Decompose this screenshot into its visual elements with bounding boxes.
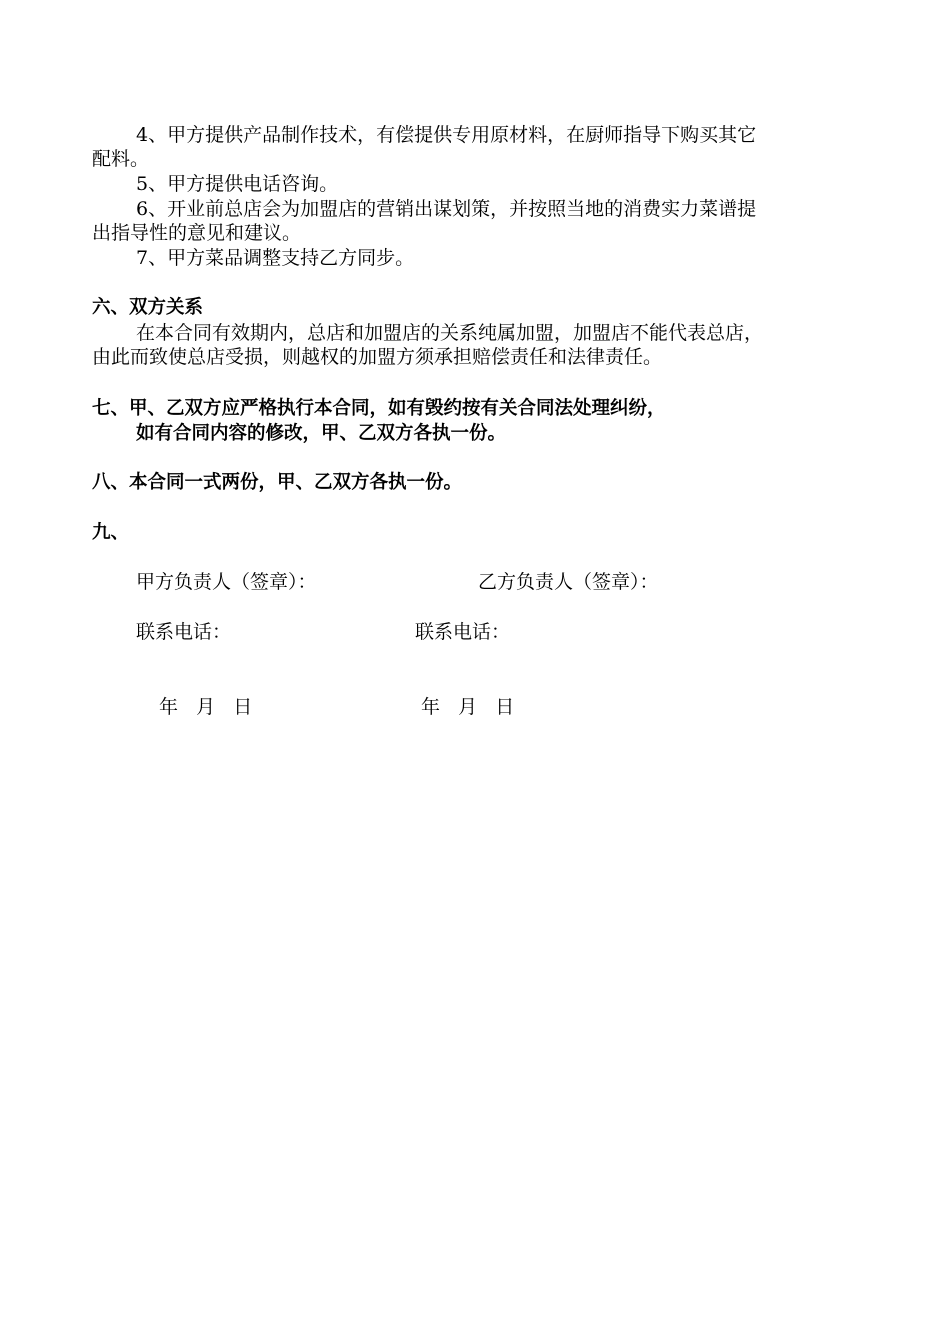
item-6-line-2: 出指导性的意见和建议。 xyxy=(92,222,302,244)
section-8-line-1: 八、本合同一式两份，甲、乙双方各执一份。 xyxy=(92,472,463,493)
section-6-heading: 六、双方关系 xyxy=(92,297,204,318)
section-7-line-1: 七、甲、乙双方应严格执行本合同，如有毁约按有关合同法处理纠纷， xyxy=(92,398,666,419)
item-4-line-2: 配料。 xyxy=(92,148,150,170)
party-b-date: 年 月 日 xyxy=(421,696,515,718)
item-7: 7、甲方菜品调整支持乙方同步。 xyxy=(136,247,415,269)
section-9-heading: 九、 xyxy=(92,522,130,543)
party-b-signer-label: 乙方负责人（签章）： xyxy=(478,571,659,593)
section-7-line-2: 如有合同内容的修改，甲、乙双方各执一份。 xyxy=(136,423,507,444)
party-a-phone-label: 联系电话： xyxy=(136,621,232,643)
party-b-phone-label: 联系电话： xyxy=(415,621,511,643)
item-4-line-1: 4、甲方提供产品制作技术，有偿提供专用原材料，在厨师指导下购买其它 xyxy=(136,124,757,146)
party-a-date: 年 月 日 xyxy=(159,696,253,718)
party-a-signer-label: 甲方负责人（签章）： xyxy=(136,571,317,593)
item-5: 5、甲方提供电话咨询。 xyxy=(136,173,339,195)
section-6-body-line-2: 由此而致使总店受损，则越权的加盟方须承担赔偿责任和法律责任。 xyxy=(92,346,663,368)
item-6-line-1: 6、开业前总店会为加盟店的营销出谋划策，并按照当地的消费实力菜谱提 xyxy=(136,198,757,220)
section-6-body-line-1: 在本合同有效期内，总店和加盟店的关系纯属加盟，加盟店不能代表总店， xyxy=(136,322,764,344)
